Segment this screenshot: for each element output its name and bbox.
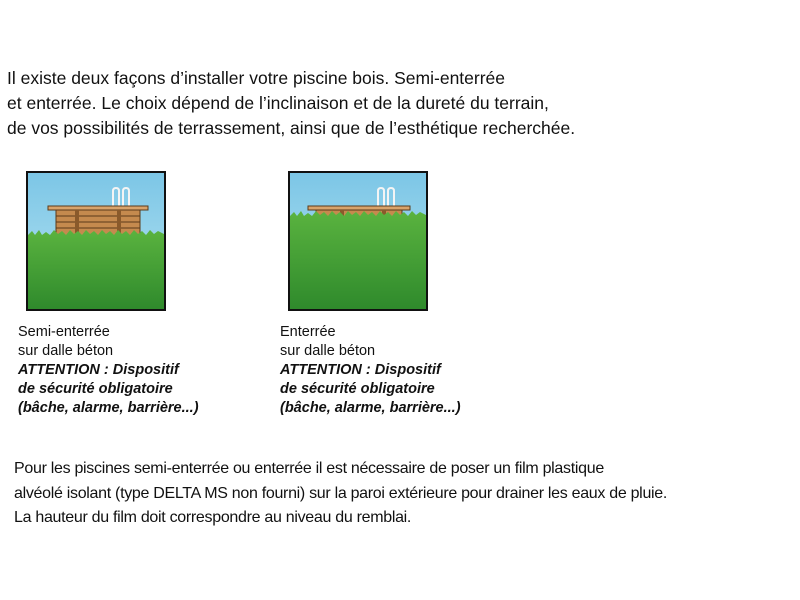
enterree-warning-3: (bâche, alarme, barrière...) bbox=[280, 400, 461, 416]
semi-enterree-subtitle: sur dalle béton bbox=[18, 343, 114, 359]
semi-enterree-warning-2: de sécurité obligatoire bbox=[18, 381, 173, 397]
semi-enterree-title: Semi-enterrée bbox=[18, 324, 110, 340]
semi-enterree-warning-1: ATTENTION : Dispositif bbox=[18, 362, 179, 378]
enterree-title: Enterrée bbox=[280, 324, 336, 340]
semi-enterree-warning-3: (bâche, alarme, barrière...) bbox=[18, 400, 199, 416]
intro-line-3: de vos possibilités de terrassement, ainsi que de l’esthétique recherchée. bbox=[7, 118, 576, 138]
note-line-2: alvéolé isolant (type DELTA MS non fourni) sur la paroi extérieure pour drainer les eaux de pluie. bbox=[14, 484, 668, 502]
note-line-3: La hauteur du film doit correspondre au niveau du remblai. bbox=[14, 509, 412, 526]
enterree-caption bbox=[280, 323, 540, 418]
semi-enterree-caption bbox=[18, 323, 278, 418]
figure-enterree bbox=[280, 171, 461, 416]
enterree-warning-1: ATTENTION : Dispositif bbox=[280, 362, 441, 378]
intro-paragraph bbox=[7, 66, 793, 141]
drainage-note bbox=[14, 457, 794, 531]
semi-enterree-illustration bbox=[26, 171, 166, 311]
enterree-pool-image bbox=[290, 173, 426, 309]
figure-semi-enterree bbox=[18, 171, 199, 416]
intro-line-1: Il existe deux façons d’installer votre piscine bois. Semi-enterrée bbox=[7, 68, 506, 88]
semi-enterree-pool-image bbox=[28, 173, 164, 309]
intro-line-2: et enterrée. Le choix dépend de l’inclinaison et de la dureté du terrain, bbox=[7, 93, 549, 113]
grass-icon bbox=[290, 211, 426, 309]
grass-icon bbox=[28, 230, 164, 309]
enterree-illustration bbox=[288, 171, 428, 311]
enterree-warning-2: de sécurité obligatoire bbox=[280, 381, 435, 397]
note-line-1: Pour les piscines semi-enterrée ou enterrée il est nécessaire de poser un film plastique bbox=[14, 460, 604, 477]
enterree-subtitle: sur dalle béton bbox=[280, 343, 376, 359]
